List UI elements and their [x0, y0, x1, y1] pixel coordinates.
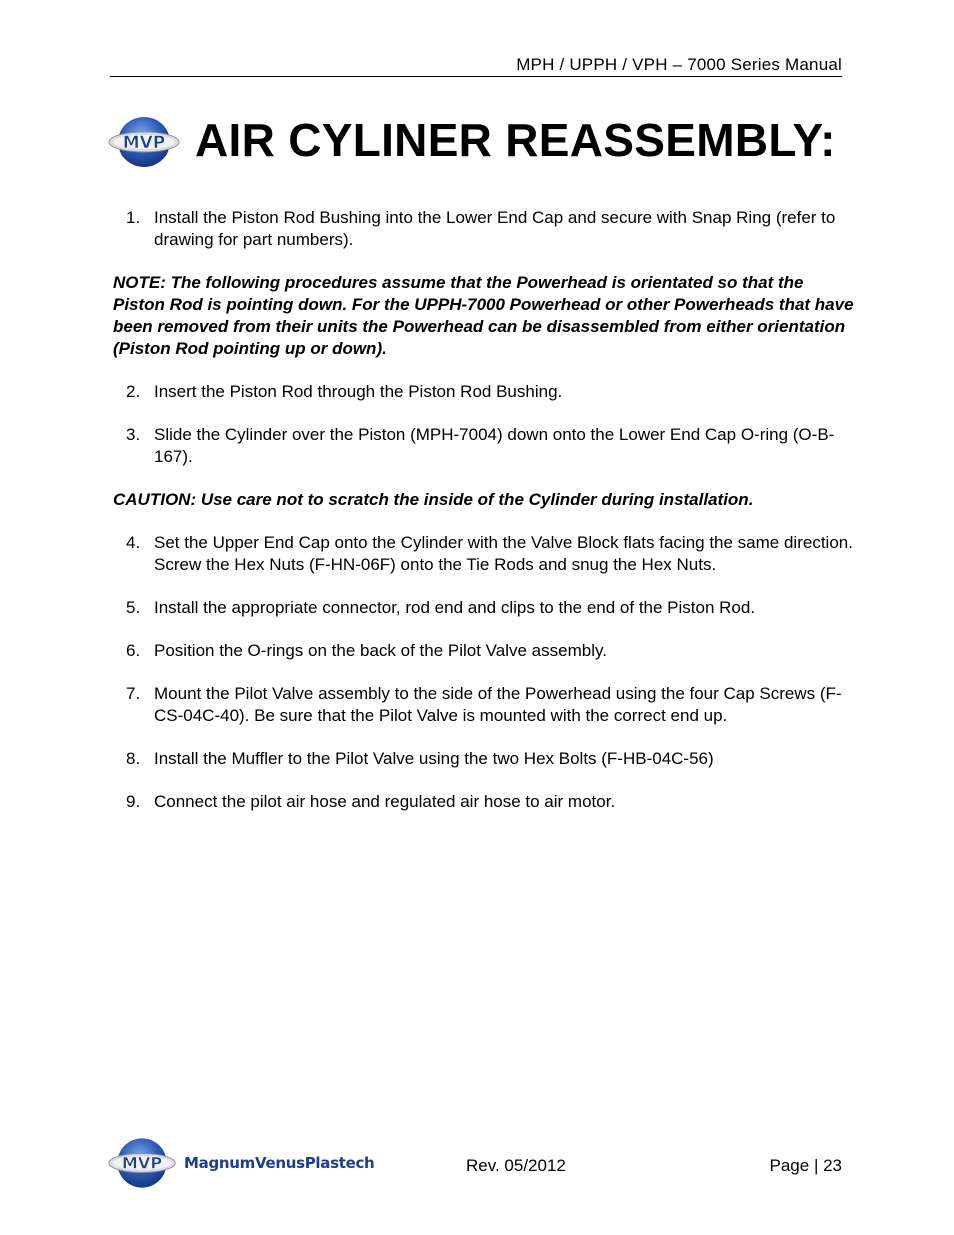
list-item-number-cell — [113, 532, 154, 576]
list-item-number: 5. — [126, 598, 141, 617]
list-item-number-cell — [113, 748, 154, 770]
list-item-text: Position the O-rings on the back of the Pilot Valve assembly. — [154, 641, 607, 660]
header-divider — [110, 76, 842, 77]
page-title: AIR CYLINER REASSEMBLY: — [195, 114, 836, 166]
mvp-logo-icon — [106, 109, 182, 171]
list-item — [113, 381, 858, 403]
list-item — [113, 207, 858, 251]
list-item-text: Install the appropriate connector, rod end and clips to the end of the Piston Rod. — [154, 598, 756, 617]
list-item-number: 9. — [126, 792, 141, 811]
list-item-number-cell — [113, 381, 154, 403]
list-item-number: 1. — [126, 208, 141, 227]
list-item-number-cell — [113, 791, 154, 813]
revision-date: Rev. 05/2012 — [466, 1156, 566, 1175]
title-row — [106, 108, 836, 172]
list-item-text: Connect the pilot air hose and regulated air hose to air motor. — [154, 792, 616, 811]
list-item-number: 2. — [126, 382, 141, 401]
note-text: NOTE: The following procedures assume that the Powerhead is orientated so that the Piston Rod is pointing down. For the UPPH-7000 Powerhead or other Powerheads that have been removed from their units the Powerhead can be disassembled from either orientation (Piston Rod pointing up or down). — [113, 273, 854, 358]
list-item-number: 8. — [126, 749, 141, 768]
list-item — [113, 791, 858, 813]
list-item-number: 7. — [126, 684, 141, 703]
list-item-number-cell — [113, 207, 154, 251]
list-item — [113, 597, 858, 619]
list-item-number: 6. — [126, 641, 141, 660]
list-item-text: Insert the Piston Rod through the Piston Rod Bushing. — [154, 382, 563, 401]
list-item — [113, 683, 858, 727]
list-item-number: 3. — [126, 425, 141, 444]
list-item-text: Install the Piston Rod Bushing into the Lower End Cap and secure with Snap Ring (refer to drawing for part numbers). — [154, 208, 836, 249]
list-item-number-cell — [113, 640, 154, 662]
list-item — [113, 640, 858, 662]
footer-logo — [106, 1132, 386, 1194]
list-item — [113, 424, 858, 468]
list-item-number-cell — [113, 597, 154, 619]
list-item-number-cell — [113, 683, 154, 727]
list-item-text: Install the Muffler to the Pilot Valve using the two Hex Bolts (F-HB-04C-56) — [154, 749, 714, 768]
footer-mvp-logo-text: MVP — [121, 1153, 163, 1173]
list-item-text: Slide the Cylinder over the Piston (MPH-7004) down onto the Lower End Cap O-ring (O-B-167). — [154, 425, 835, 466]
list-item-number: 4. — [126, 533, 141, 552]
footer-mvp-logo-icon — [106, 1132, 178, 1194]
list-item-number-cell — [113, 424, 154, 468]
procedure-content — [113, 207, 858, 834]
mvp-logo-text: MVP — [122, 133, 166, 153]
running-header: MPH / UPPH / VPH – 7000 Series Manual — [516, 55, 842, 74]
footer-brand-name: MagnumVenusPlastech — [184, 1154, 375, 1172]
list-item — [113, 532, 858, 576]
list-item-text: Set the Upper End Cap onto the Cylinder with the Valve Block flats facing the same direction. Screw the Hex Nuts (F-HN-06F) onto the Tie Rods and snug the Hex Nuts. — [154, 533, 853, 574]
list-item-text: Mount the Pilot Valve assembly to the side of the Powerhead using the four Cap Screws (F-CS-04C-40). Be sure that the Pilot Valve is mounted with the correct end up. — [154, 684, 842, 725]
list-item — [113, 748, 858, 770]
caution-text: CAUTION: Use care not to scratch the inside of the Cylinder during installation. — [113, 490, 754, 509]
page-number: Page | 23 — [769, 1156, 842, 1175]
